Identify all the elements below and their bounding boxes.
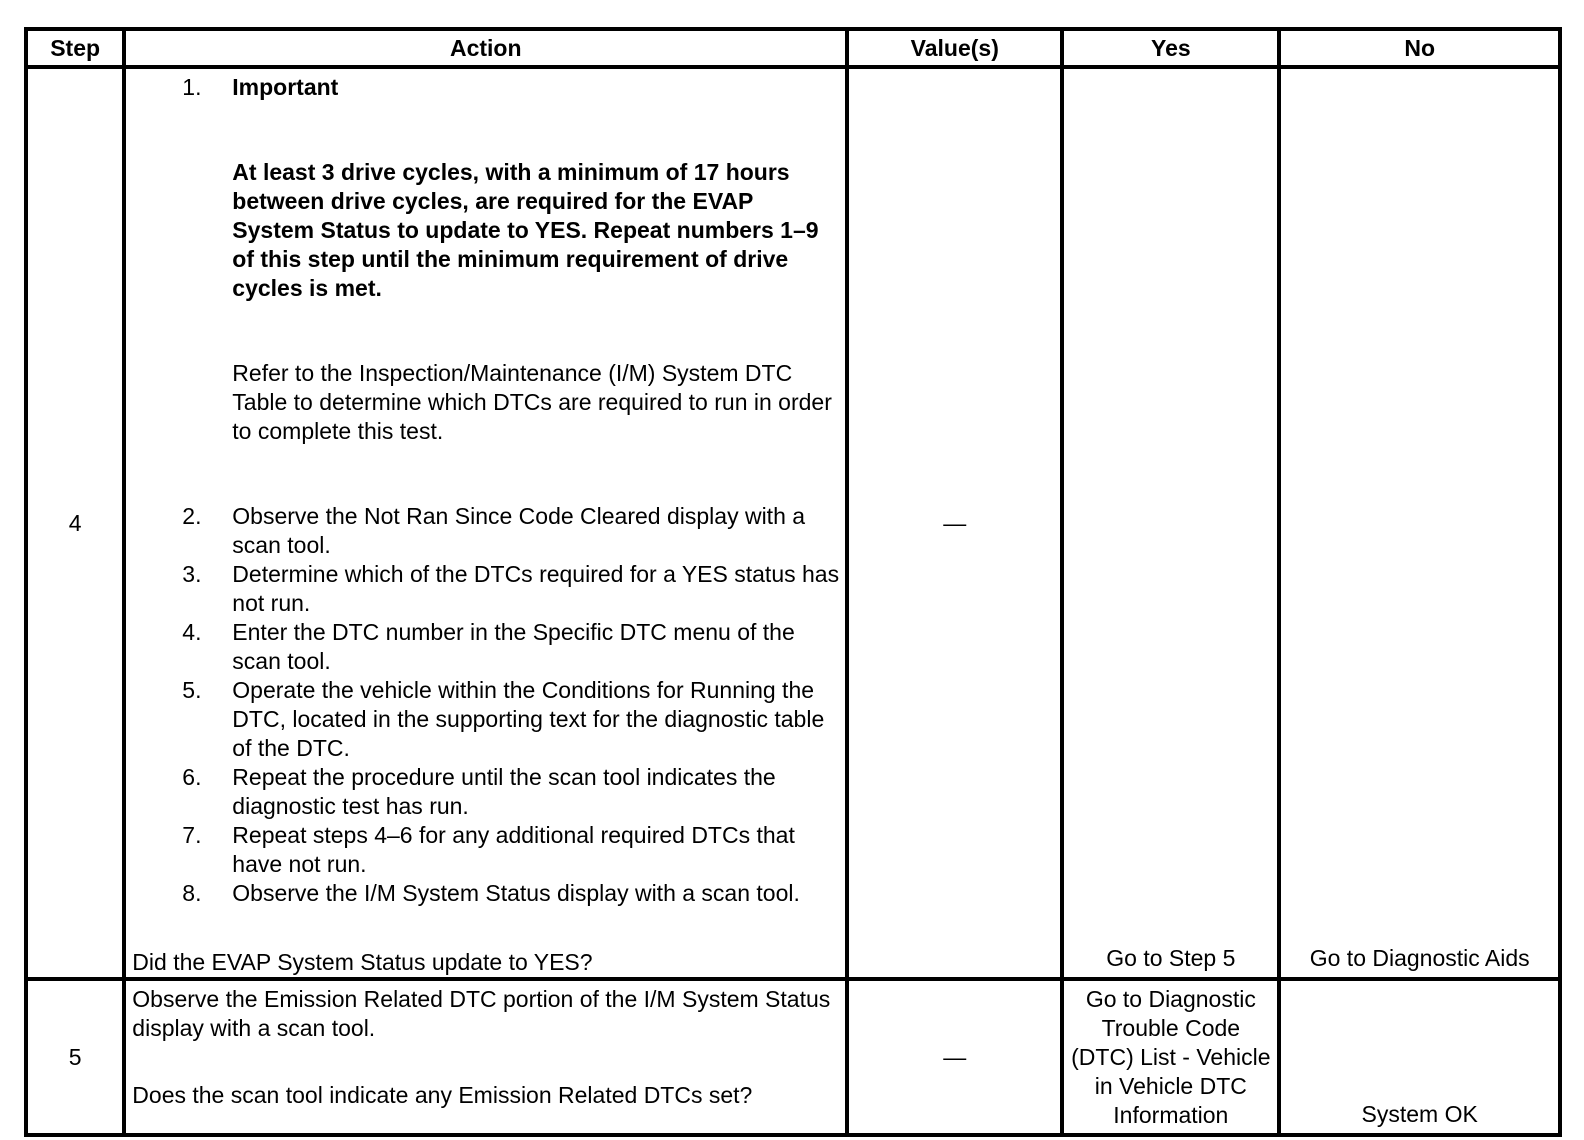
- list-item: 6. Repeat the procedure until the scan tool indicates the diagnostic test has run.: [182, 764, 776, 819]
- diagnostic-table: [24, 27, 1562, 1137]
- list-item: 8. Observe the I/M System Status display with a scan tool.: [182, 880, 800, 906]
- value-cell: —: [847, 979, 1062, 1135]
- header-yes: Yes: [1062, 29, 1279, 67]
- question-text: Did the EVAP System Status update to YES?: [132, 949, 593, 975]
- header-values: Value(s): [847, 29, 1062, 67]
- yes-cell: Go to Step 5: [1062, 67, 1279, 979]
- header-no: No: [1279, 29, 1560, 67]
- action-text: Observe the Emission Related DTC portion of the I/M System Status display with a scan tool.: [132, 986, 831, 1041]
- list-item: 2. Observe the Not Ran Since Code Cleared display with a scan tool.: [182, 503, 806, 558]
- table-row-step-4: [26, 67, 1560, 979]
- item-number: 1.: [182, 74, 202, 100]
- header-step: Step: [26, 29, 124, 67]
- no-cell: Go to Diagnostic Aids: [1279, 67, 1560, 979]
- step-number: 4: [26, 67, 124, 979]
- header-row: [26, 29, 1560, 67]
- list-item: 4. Enter the DTC number in the Specific DTC menu of the scan tool.: [182, 619, 795, 674]
- header-action: Action: [124, 29, 847, 67]
- no-cell: System OK: [1279, 979, 1560, 1135]
- action-list: [132, 73, 839, 908]
- list-item: 5. Operate the vehicle within the Conditions for Running the DTC, located in the supporting text for the diagnostic table of the DTC.: [182, 677, 825, 761]
- action-cell: [124, 979, 847, 1135]
- step-number: 5: [26, 979, 124, 1135]
- yes-cell: Go to Diagnostic Trouble Code (DTC) List - Vehicle in Vehicle DTC Information: [1062, 979, 1279, 1135]
- value-cell: —: [847, 67, 1062, 979]
- action-cell: [124, 67, 847, 979]
- important-label: Important: [232, 74, 339, 100]
- list-item: 7. Repeat steps 4–6 for any additional required DTCs that have not run.: [182, 822, 795, 877]
- refer-note: Refer to the Inspection/Maintenance (I/M) System DTC Table to determine which DTCs are required to run in order to complete this test.: [232, 360, 832, 444]
- list-item: [132, 73, 839, 502]
- table-row-step-5: [26, 979, 1560, 1135]
- important-note: At least 3 drive cycles, with a minimum of 17 hours between drive cycles, are required for the EVAP System Status to update to YES. Repeat numbers 1–9 of this step until the minimum requirement of drive cycles is met.: [232, 159, 819, 301]
- question-text: Does the scan tool indicate any Emission Related DTCs set?: [132, 1082, 753, 1108]
- list-item: 3. Determine which of the DTCs required for a YES status has not run.: [182, 561, 840, 616]
